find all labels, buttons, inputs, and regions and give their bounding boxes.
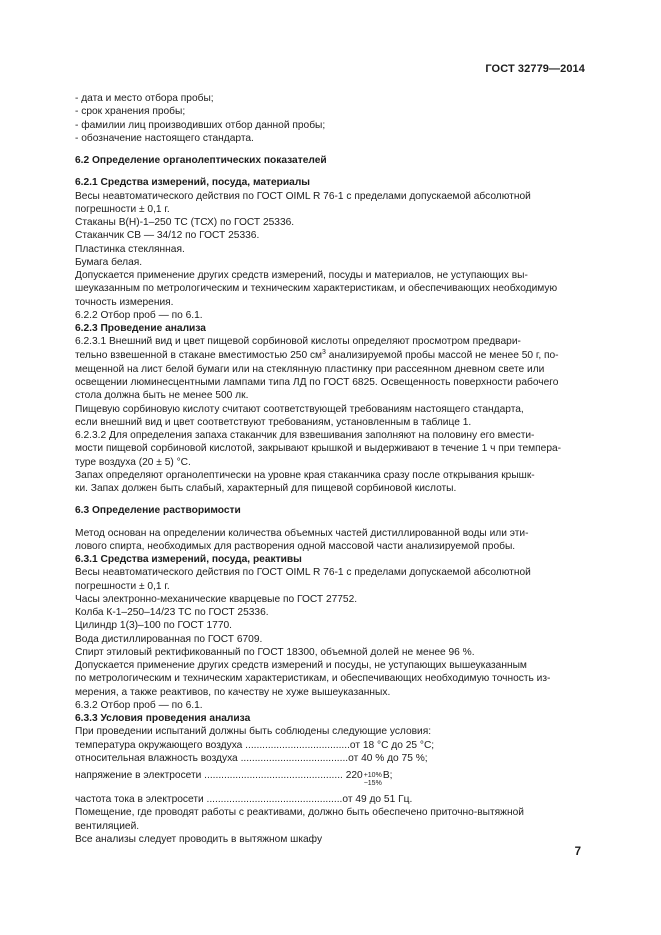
paragraph-line: точность измерения. [75,296,174,308]
paragraph-line: Стаканы В(Н)-1–250 ТС (ТСХ) по ГОСТ 25336. [75,217,295,228]
paragraph-line: Бумага белая. [75,256,143,268]
paragraph-line: погрешности ± 0,1 г. [75,580,170,592]
subsection-heading-6-2-1: 6.2.1 Средства измерений, посуда, материалы [75,177,311,189]
paragraph-line: шеуказанным по метрологическим и техническим характеристикам, и обеспечивающих необходимую [75,283,558,295]
paragraph-line: 6.2.3.1 Внешний вид и цвет пищевой сорбиновой кислоты определяют просмотром предвари- [75,336,521,348]
subsection-heading-6-3-1: 6.3.1 Средства измерений, посуда, реактивы [75,554,302,565]
text-run: анализируемой пробы массой не менее 50 г, по- [325,349,559,361]
paragraph-line: туре воздуха (20 ± 5) °С. [75,456,191,468]
paragraph-line: ки. Запах должен быть слабый, характерный для пищевой сорбиновой кислоты. [75,483,457,494]
condition-row [75,752,584,765]
paragraph-line: Весы неавтоматического действия по ГОСТ OIML R 76-1 с пределами допускаемой абсолютной [75,190,531,202]
paragraph-line: Допускается применение других средств измерений и посуды, не уступающих вышеуказанным [75,660,527,671]
subsection-heading-6-2-3: 6.2.3 Проведение анализа [75,323,206,334]
voltage-value: 220 [345,770,363,781]
text-run: тельно взвешенной в стакане вместимостью 250 см [75,349,323,361]
paragraph-line: погрешности ± 0,1 г. [75,203,170,215]
paragraph-line: Весы неавтоматического действия по ГОСТ OIML R 76-1 с пределами допускаемой абсолютной [75,567,531,579]
paragraph-line: лового спирта, необходимых для растворения одной массовой части анализируемой пробы. [75,540,516,552]
paragraph-line: если внешний вид и цвет соответствуют требованиям, установленным в таблице 1. [75,416,472,428]
condition-row [75,793,584,806]
condition-row [75,739,584,752]
condition-value: от 49 до 51 Гц. [342,794,413,805]
page-number: 7 [574,846,581,858]
paragraph-line: При проведении испытаний должны быть соблюдены следующие условия: [75,726,432,738]
superscript: 3 [322,348,326,356]
paragraph-line: мости пищевой сорбиновой кислотой, закрывают крышкой и выдерживают в течение 1 ч при темпера- [75,443,562,455]
paragraph-line: по метрологическим и техническим характеристикам, и обеспечивающих необходимую точность из- [75,673,551,685]
subsection-heading-6-3-3: 6.3.3 Условия проведения анализа [75,713,251,724]
document-body [75,92,584,846]
paragraph-line: 6.2.2 Отбор проб — по 6.1. [75,309,203,321]
paragraph-line: Вода дистиллированная по ГОСТ 6709. [75,633,263,645]
paragraph-line: стола должна быть не менее 500 лк. [75,390,249,402]
condition-value: от 18 °С до 25 °С; [349,739,435,751]
list-item: - фамилии лиц производивших отбор данной пробы; [75,119,326,131]
paragraph-line: Цилиндр 1(3)–100 по ГОСТ 1770. [75,620,232,632]
condition-label: температура окружающего воздуха [75,739,243,751]
paragraph-line: вентиляцией. [75,820,140,832]
paragraph-line: мерения, а также реактивов, по качеству не хуже вышеуказанных. [75,686,391,698]
condition-value: от 40 % до 75 %; [348,752,428,764]
paragraph-line: Спирт этиловый ректификованный по ГОСТ 18300, объемной долей не менее 96 %. [75,646,475,658]
section-heading-6-2: 6.2 Определение органолептических показателей [75,155,327,166]
paragraph-line: 6.2.3.2 Для определения запаха стаканчик для взвешивания заполняют на половину его вмести- [75,430,535,441]
paragraph-line: Все анализы следует проводить в вытяжном шкафу [75,833,323,845]
leader-dots: ...................................... [237,752,349,764]
condition-label: напряжение в электросети [75,770,202,781]
paragraph-line: Стаканчик СВ — 34/12 по ГОСТ 25336. [75,230,260,242]
paragraph-line: Метод основан на определении количества объемных частей дистиллированной воды или эти- [75,527,529,539]
paragraph-line: 6.3.2 Отбор проб — по 6.1. [75,699,203,711]
paragraph-line: мещенной на лист белой бумаги или на стеклянную пластинку при рассеянном дневном свете или [75,363,545,375]
list-item: - обозначение настоящего стандарта. [75,132,254,144]
tolerance-plus: +10% [363,772,382,779]
voltage-unit: В; [382,770,393,781]
condition-label: относительная влажность воздуха [75,752,238,764]
leader-dots: ................................................ [203,794,343,805]
condition-row [75,769,584,789]
paragraph-line: Запах определяют органолептически на уровне края стаканчика сразу после открывания крышк- [75,469,535,481]
list-item: - дата и место отбора пробы; [75,93,214,104]
section-heading-6-3: 6.3 Определение растворимости [75,505,241,517]
leader-dots: ..................................... [242,739,350,751]
paragraph-line: освещении люминесцентными лампами типа ЛД по ГОСТ 6825. Освещенность поверхности рабочего [75,377,559,388]
voltage-tolerance [364,772,382,788]
tolerance-minus: −15% [363,780,382,787]
paragraph-line: Помещение, где проводят работы с реактивами, должно быть обеспечено приточно-вытяжной [75,807,524,819]
standard-header: ГОСТ 32779—2014 [485,63,585,75]
leader-dots: ................................................. [201,770,346,781]
list-item: - срок хранения пробы; [75,106,186,118]
paragraph-line: Колба К-1–250–14/23 ТС по ГОСТ 25336. [75,607,269,618]
condition-label: частота тока в электросети [75,794,204,805]
paragraph-line [75,349,584,363]
paragraph-line: Пищевую сорбиновую кислоту считают соответствующей требованиям настоящего стандарта, [75,403,524,415]
paragraph-line: Часы электронно-механические кварцевые по ГОСТ 27752. [75,593,358,605]
paragraph-line: Допускается применение других средств измерений, посуды и материалов, не уступающих вы- [75,270,528,281]
paragraph-line: Пластинка стеклянная. [75,243,185,255]
